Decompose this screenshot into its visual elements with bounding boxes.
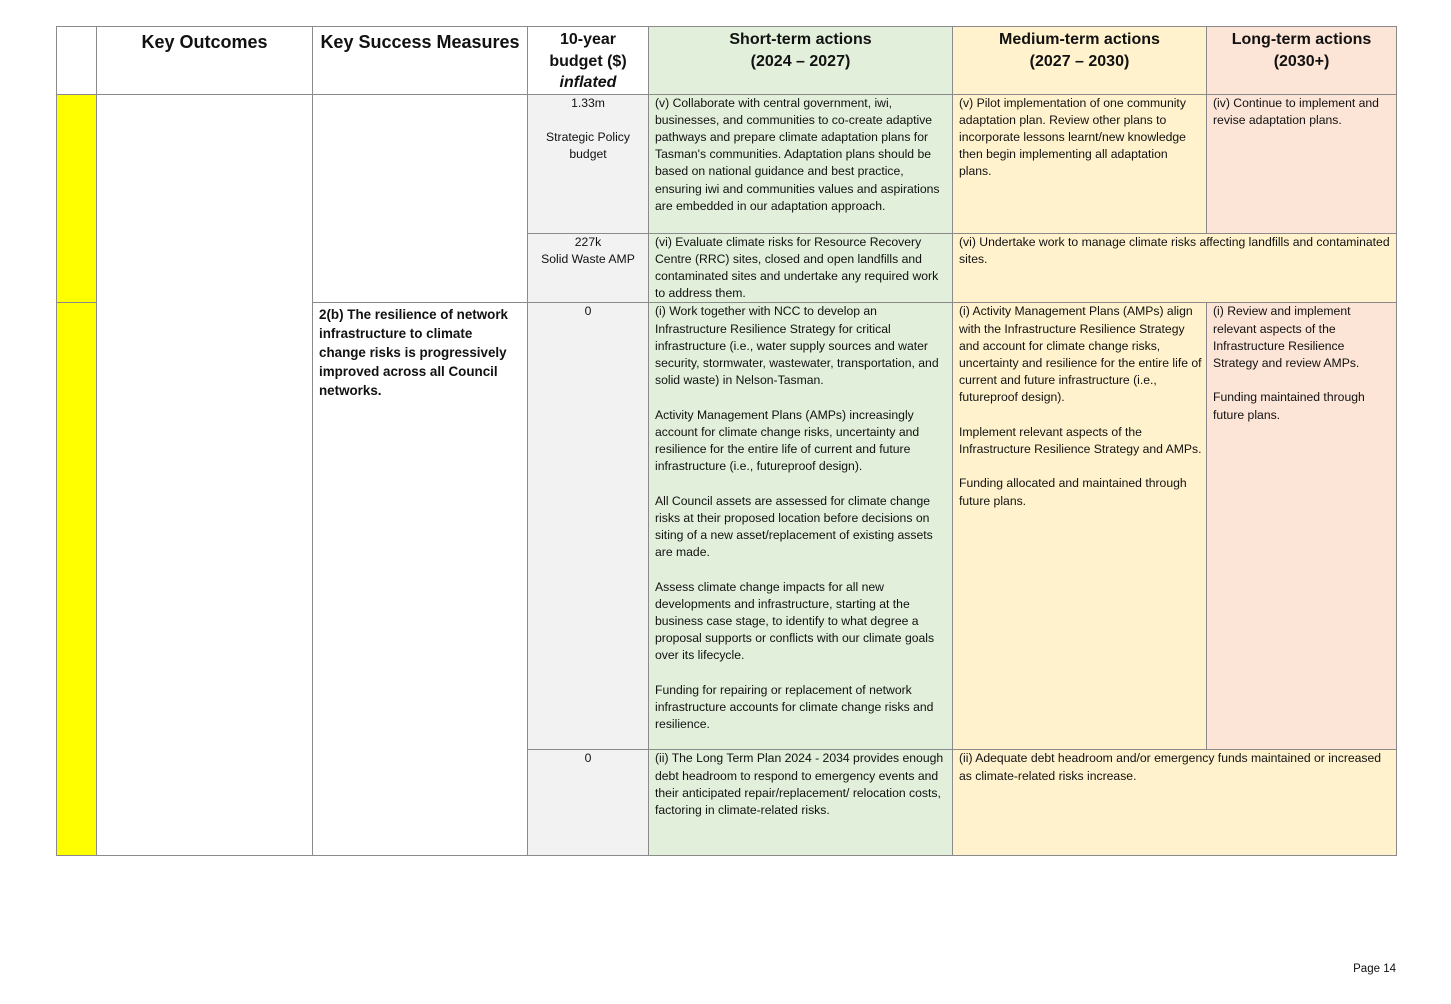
medium-long-term-cell: (ii) Adequate debt headroom and/or emergency funds maintained or increased as climate-related risks increase. — [953, 750, 1397, 856]
header-budget-line3: inflated — [559, 74, 617, 91]
medium-term-cell: (i) Activity Management Plans (AMPs) align with the Infrastructure Resilience Strategy and account for climate change risks, uncertainty and resilience for the entire life of current and future infrastructure (i.e., futureproof design). Implement relevant aspects of the Infrastructure Resilience Strategy and AMPs. Funding allocated and maintained through future plans. — [953, 303, 1207, 750]
outcome-marker-1 — [57, 94, 97, 303]
key-success-measure-cell-blank — [313, 94, 528, 303]
header-key-outcomes: Key Outcomes — [97, 27, 313, 95]
header-budget-line1: 10-year — [559, 31, 617, 48]
header-key-success-measures: Key Success Measures — [313, 27, 528, 95]
medium-term-cell: (v) Pilot implementation of one community adaptation plan. Review other plans to incorporate lessons learnt/new knowledge then begin implementing all adaptation plans. — [953, 94, 1207, 233]
budget-cell: 1.33m Strategic Policy budget — [528, 94, 649, 233]
medium-long-term-cell: (vi) Undertake work to manage climate risks affecting landfills and contaminated sites. — [953, 233, 1397, 303]
table-row — [57, 94, 1397, 233]
budget-cell: 0 — [528, 750, 649, 856]
outcome-marker-2 — [57, 303, 97, 856]
short-term-cell: (ii) The Long Term Plan 2024 - 2034 provides enough debt headroom to respond to emergency events and their anticipated repair/replacement/ relocation costs, factoring in climate-related risks. — [649, 750, 953, 856]
short-term-cell: (vi) Evaluate climate risks for Resource Recovery Centre (RRC) sites, closed and open landfills and contaminated sites and undertake any required work to address them. — [649, 233, 953, 303]
page-number: Page 14 — [1353, 963, 1396, 975]
short-term-cell: (i) Work together with NCC to develop an Infrastructure Resilience Strategy for critical infrastructure (i.e., water supply sources and water security, stormwater, wastewater, transportation, and solid waste) in Nelson-Tasman. Activity Management Plans (AMPs) increasingly account for climate change risks, uncertainty and resilience for the entire life of current and future infrastructure (i.e., futureproof design). All Council assets are assessed for climate change risks at their proposed location before decisions on siting of a new asset/replacement of existing assets are made. Assess climate change impacts for all new developments and infrastructure, starting at the business case stage, to identify to what degree a proposal supports or conflicts with our climate goals over its lifecycle. Funding for repairing or replacement of network infrastructure accounts for climate change risks and resilience. — [649, 303, 953, 750]
key-outcome-cell — [97, 94, 313, 856]
header-row — [57, 27, 1397, 95]
long-term-cell: (iv) Continue to implement and revise adaptation plans. — [1207, 94, 1397, 233]
budget-cell: 0 — [528, 303, 649, 750]
key-success-measure-2b: 2(b) The resilience of network infrastructure to climate change risks is progressively improved across all Council networks. — [313, 303, 528, 856]
short-term-cell: (v) Collaborate with central government, iwi, businesses, and communities to co-create adaptive pathways and prepare climate adaptation plans for Tasman's communities. Adaptation plans should be based on national guidance and best practice, ensuring iwi and communities values and aspirations are embedded in our adaptation approach. — [649, 94, 953, 233]
header-short-term: Short-term actions (2024 – 2027) — [649, 27, 953, 95]
header-budget — [528, 27, 649, 95]
header-long-term: Long-term actions (2030+) — [1207, 27, 1397, 95]
long-term-cell: (i) Review and implement relevant aspects of the Infrastructure Resilience Strategy and review AMPs. Funding maintained through future plans. — [1207, 303, 1397, 750]
header-budget-line2: budget ($) — [549, 52, 627, 70]
budget-cell: 227k Solid Waste AMP — [528, 233, 649, 303]
action-plan-table — [56, 26, 1397, 856]
header-medium-term: Medium-term actions (2027 – 2030) — [953, 27, 1207, 95]
header-marker-cell — [57, 27, 97, 95]
